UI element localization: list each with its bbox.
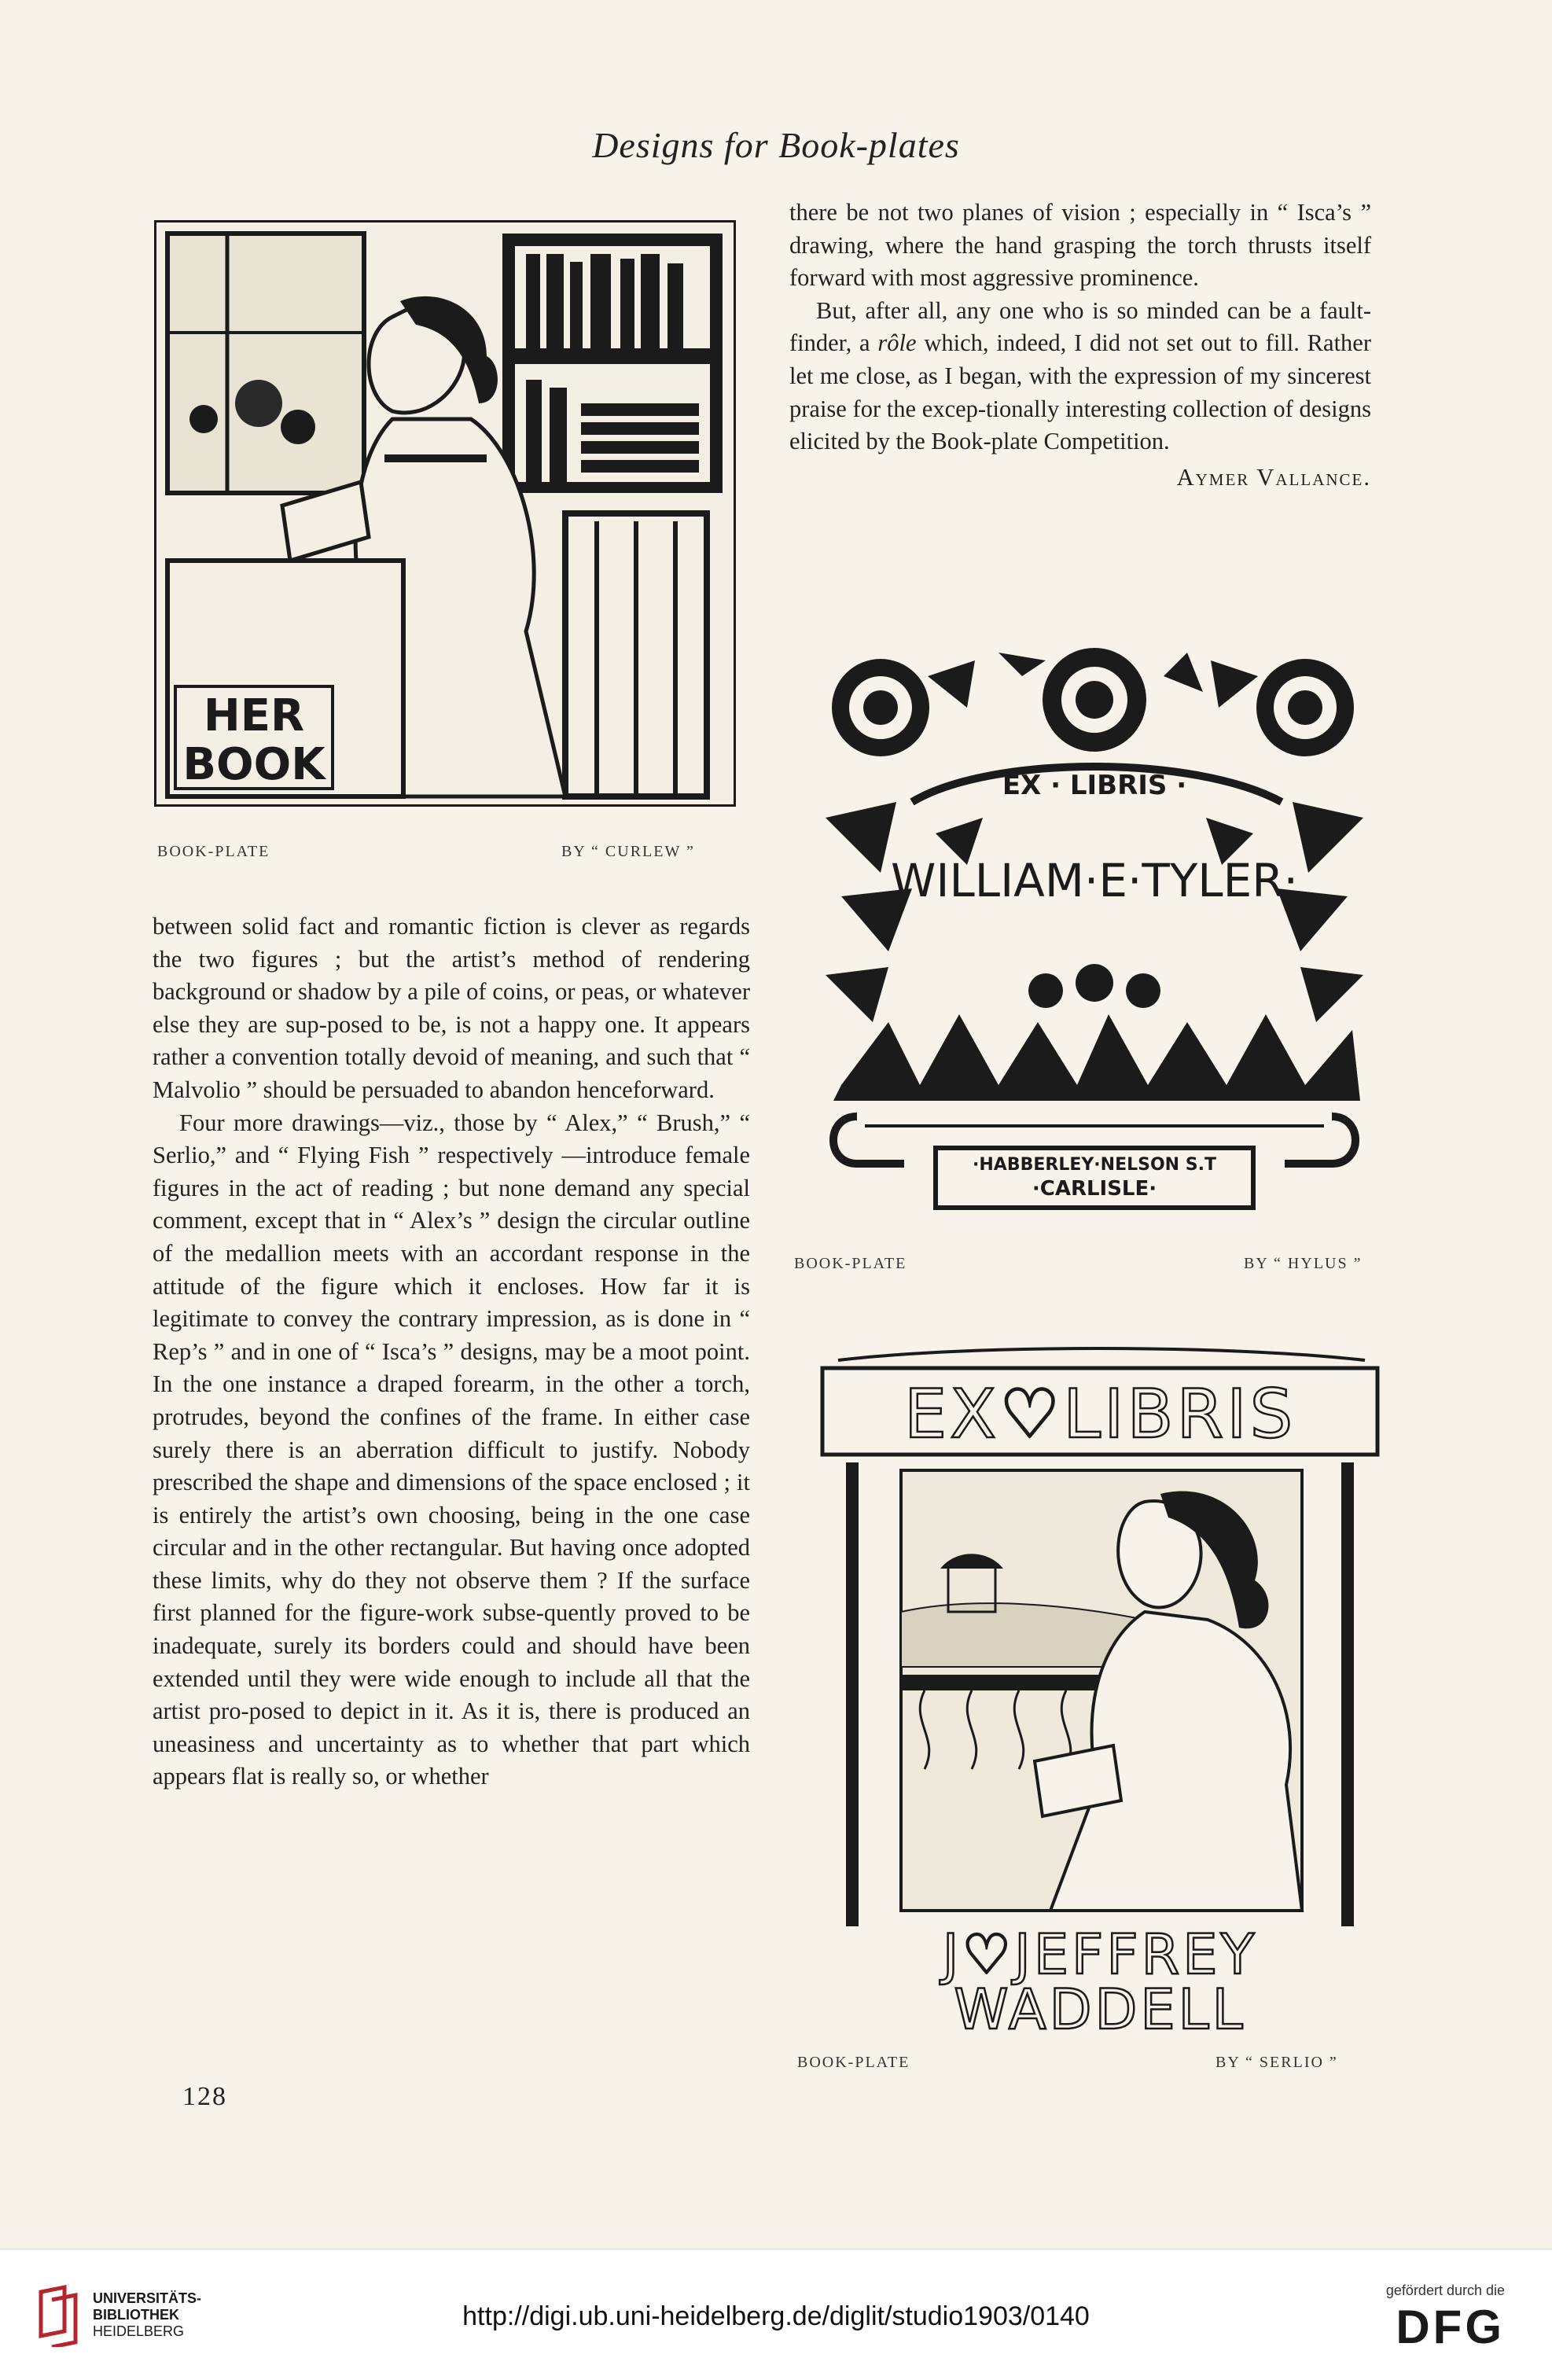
signature: Aymer Vallance. <box>1176 463 1371 491</box>
right-column <box>789 197 1371 494</box>
digitization-footer <box>0 2249 1552 2380</box>
caption-curlew-left: BOOK-PLATE <box>157 843 270 860</box>
serlio-owner-line1: J♡JEFFREY <box>942 1922 1258 1987</box>
running-title: Designs for Book-plates <box>592 125 960 165</box>
page-number: 128 <box>182 2082 227 2111</box>
right-paragraph-closing <box>789 295 1371 458</box>
library-name-line3: HEIDELBERG <box>93 2323 185 2339</box>
curlew-inscription-line2: BOOK <box>182 739 325 790</box>
curlew-illustration <box>156 223 734 804</box>
bookplate-curlew <box>154 220 736 807</box>
library-name-line2: BIBLIOTHEK <box>93 2307 179 2323</box>
left-paragraph-1: between solid fact and romantic fiction is clever as regards the two figures ; but the artist’s method of rendering background or shadow by a pile of coins, or peas, or whatever else they are sup-posed to be, is not a happy one. It appears rather a convention totally devoid of meaning, and such that “ Malvolio ” should be persuaded to abandon henceforward. <box>153 913 750 1103</box>
bookplate-hylus <box>810 645 1379 1219</box>
left-column <box>153 910 750 1793</box>
hylus-address-line1: ·HABBERLEY·NELSON S.T <box>973 1155 1216 1175</box>
caption-curlew-right: BY “ CURLEW ” <box>561 843 695 860</box>
bookplate-serlio <box>815 1344 1385 2036</box>
caption-hylus-right: BY “ HYLUS ” <box>1244 1255 1363 1272</box>
funder-note: gefördert durch die <box>1385 2283 1505 2298</box>
curlew-inscription-line1: HER <box>203 690 305 741</box>
dfg-logo: DFG <box>1396 2301 1505 2353</box>
hylus-owner: WILLIAM·E·TYLER· <box>891 854 1298 907</box>
closing-text-part1: But, after all, any one who is so minded can be a fault-finder, a <box>789 296 1371 357</box>
caption-serlio-right: BY “ SERLIO ” <box>1215 2054 1338 2071</box>
hylus-ex-libris: EX · LIBRIS · <box>1002 770 1187 801</box>
left-paragraph-2: Four more drawings—viz., those by “ Alex,” “ Brush,” “ Serlio,” and “ Flying Fish ” respectively —introduce female figures in the act of reading ; but none demand any special comment, except that in “ Alex’s ” design the circular outline of the medallion meets with an accordant response in the attitude of the figure which it encloses. How far it is legitimate to convey the contrary impression, as is done in “ Rep’s ” and in one of “ Isca’s ” designs, may be a moot point. In the one instance a draped forearm, in the other a torch, protrudes, beyond the confines of the frame. In either case surely there is an aberration difficult to justify. Nobody prescribed the shape and dimensions of the space enclosed ; it is entirely the artist’s own choosing, being in the one case circular and in the other rectangular. But having once adopted these limits, why do they not observe them ? If the surface first planned for the figure-work subse-quently proved to be inadequate, surely its borders could and should have been extended until they were wide enough to include all that the artist pro-posed to depict in it. As it is, there is produced an uneasiness and uncertainty as to whether that part which appears flat is really so, or whether <box>153 1109 750 1790</box>
library-name-line1: UNIVERSITÄTS- <box>93 2290 202 2306</box>
permalink-link[interactable]: http://digi.ub.uni-heidelberg.de/diglit/studio1903/0140 <box>462 2301 1090 2331</box>
permalink <box>0 2301 1552 2332</box>
serlio-ex-libris: EX♡LIBRIS <box>903 1375 1296 1454</box>
serlio-illustration <box>815 1344 1385 2036</box>
caption-hylus-left: BOOK-PLATE <box>794 1255 907 1272</box>
role-word: rôle <box>877 329 917 357</box>
caption-serlio-left: BOOK-PLATE <box>797 2054 910 2071</box>
funder-credit <box>1386 2283 1505 2356</box>
hylus-illustration <box>810 645 1379 1219</box>
right-paragraph-continuation: there be not two planes of vision ; especially in “ Isca’s ” drawing, where the hand grasping the torch thrusts itself forward with most aggressive prominence. <box>789 199 1371 292</box>
closing-text-part2: which, indeed, I did not set out to fill. Rather let me close, as I began, with the expression of my sincerest praise for the excep-tionally interesting collection of designs elicited by the Book-plate Competition. <box>789 329 1371 455</box>
hylus-address-line2: ·CARLISLE· <box>1032 1177 1157 1201</box>
serlio-owner-line2: WADDELL <box>954 1977 1246 2036</box>
